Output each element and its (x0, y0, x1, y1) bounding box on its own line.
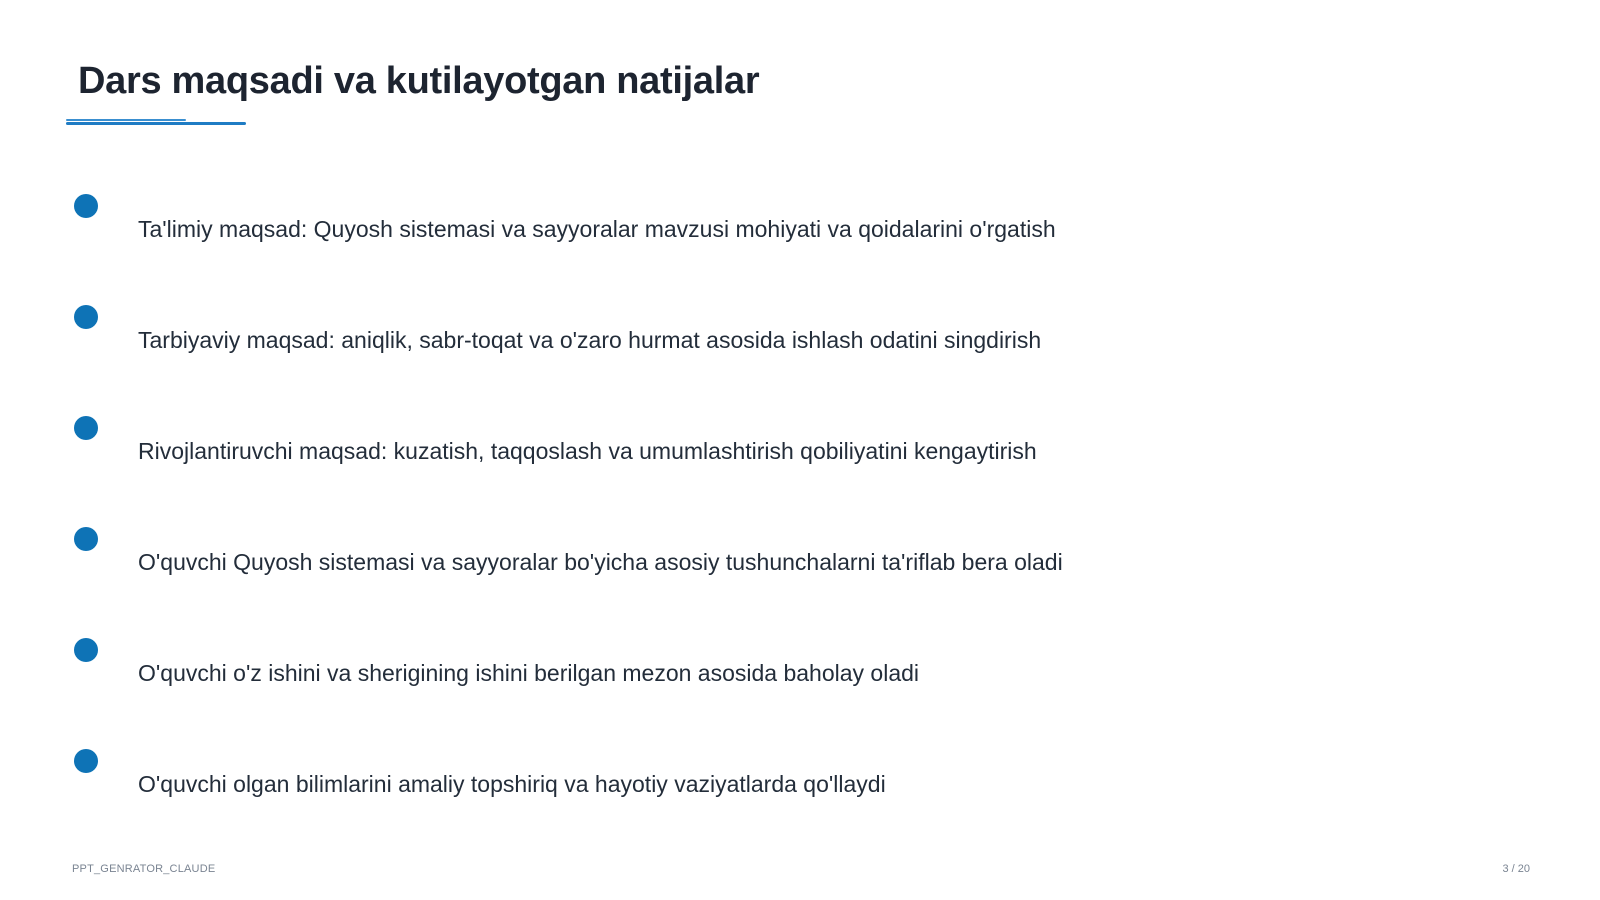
bullet-item (0, 305, 1500, 365)
bullet-dot-icon (74, 416, 98, 440)
bullet-item (0, 749, 1500, 809)
bullet-text: O'quvchi o'z ishini va sherigining ishini berilgan mezon asosida baholay oladi (138, 660, 920, 686)
bullet-text: Tarbiyaviy maqsad: aniqlik, sabr-toqat va o'zaro hurmat asosida ishlash odatini singdirish (138, 327, 1042, 353)
bullet-dot-icon (74, 194, 98, 218)
bullet-dot-icon (74, 749, 98, 773)
bullet-item (0, 194, 1500, 254)
bullet-dot-icon (74, 527, 98, 551)
bullet-dot-icon (74, 305, 98, 329)
bullet-item (0, 416, 1500, 476)
bullet-item (0, 638, 1500, 698)
bullet-text: Ta'limiy maqsad: Quyosh sistemasi va sayyoralar mavzusi mohiyati va qoidalarini o'rgatish (138, 216, 1056, 242)
bullet-dot-icon (74, 638, 98, 662)
footer-watermark: PPT_GENRATOR_CLAUDE (72, 863, 216, 875)
page-number: 3 / 20 (1502, 863, 1530, 875)
bullet-text: O'quvchi olgan bilimlarini amaliy topshiriq va hayotiy vaziyatlarda qo'llaydi (138, 771, 886, 797)
bullet-text: O'quvchi Quyosh sistemasi va sayyoralar bo'yicha asosiy tushunchalarni ta'riflab bera oladi (138, 549, 1063, 575)
bullet-item (0, 527, 1500, 587)
bullet-text: Rivojlantiruvchi maqsad: kuzatish, taqqoslash va umumlashtirish qobiliyatini kengaytirish (138, 438, 1037, 464)
slide-title: Dars maqsadi va kutilayotgan natijalar (78, 60, 760, 102)
